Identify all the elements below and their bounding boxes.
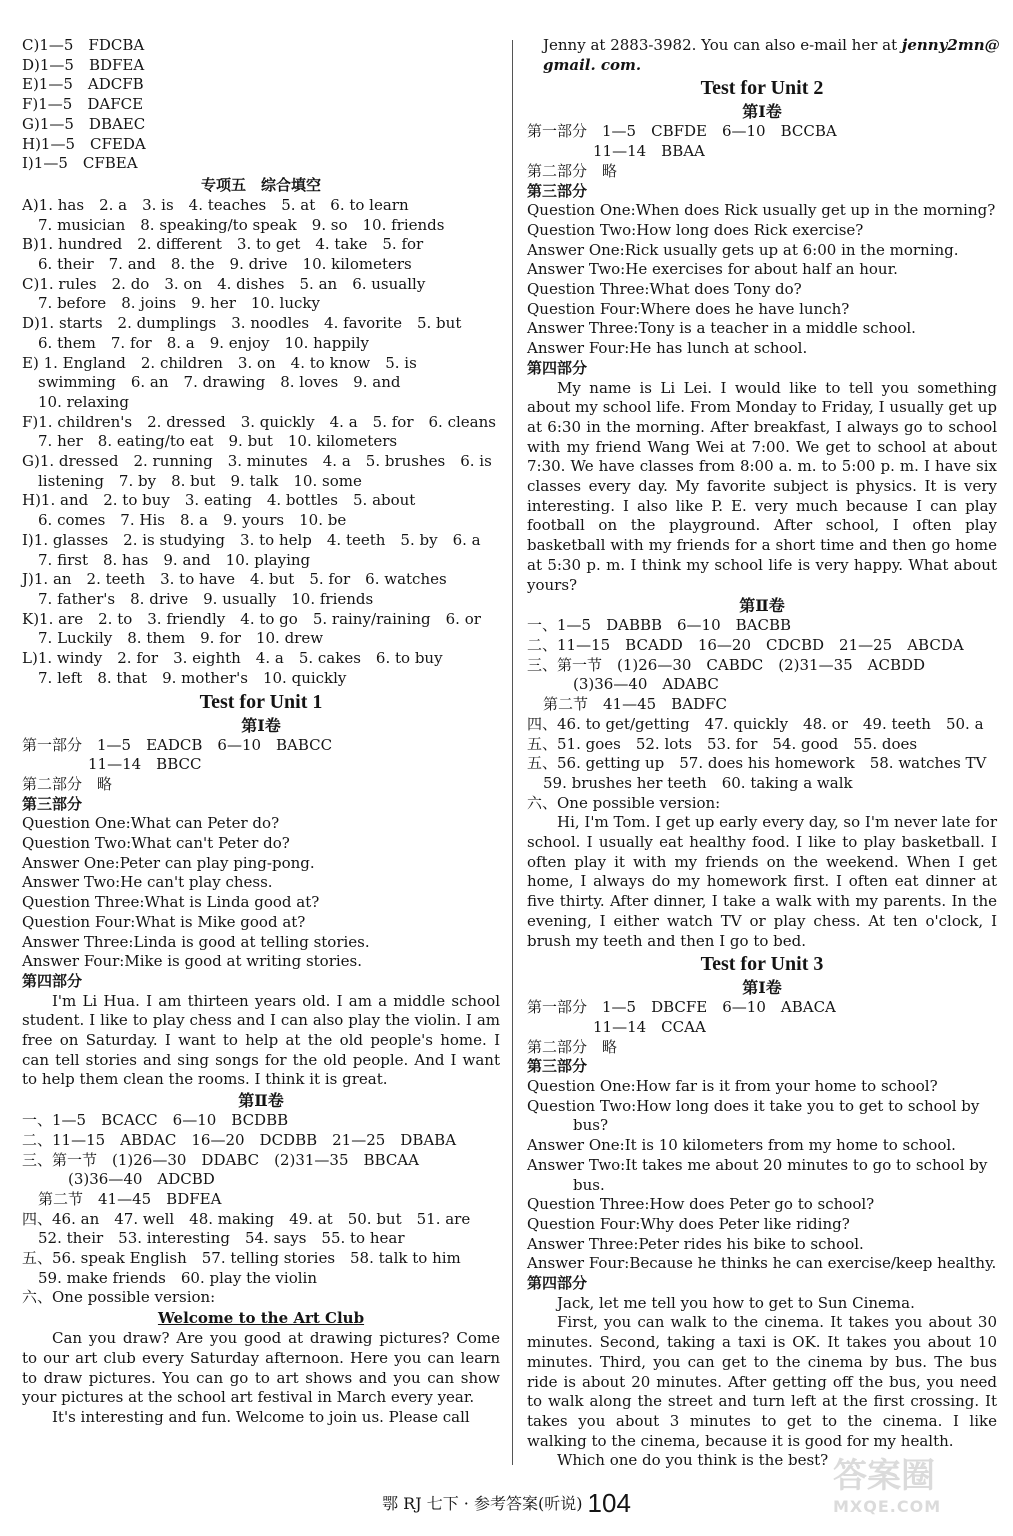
answer-line	[527, 774, 997, 794]
answer-line	[527, 36, 1000, 56]
text: Answer Two:He exercises for about half an hour.	[527, 260, 898, 279]
answer-line	[22, 933, 500, 953]
paragraph	[527, 1313, 997, 1451]
text: 11—14 CCAA	[593, 1017, 706, 1036]
text: L)1. windy 2. for 3. eighth 4. a 5. cakes 6. to buy	[22, 649, 443, 668]
answer-line	[527, 735, 997, 755]
text: 四、46. to get/getting 47. quickly 48. or 49. teeth 50. a	[527, 714, 984, 733]
paragraph	[527, 813, 997, 951]
paragraph	[527, 379, 997, 596]
subsection-heading	[527, 1057, 997, 1077]
text: 7. her 8. eating/to eat 9. but 10. kilometers	[38, 432, 398, 451]
text: 三、第一节 (1)26—30 DDABC (2)31—35 BBCAA	[22, 1150, 419, 1169]
text: C)1—5 FDCBA	[22, 36, 145, 54]
answer-line	[22, 196, 500, 216]
answer-line	[22, 755, 500, 775]
text: Answer Four:Because he thinks he can exercise/keep healthy.	[527, 1254, 997, 1273]
text: D)1. starts 2. dumplings 3. noodles 4. favorite 5. but	[22, 314, 462, 333]
answer-line	[527, 122, 997, 142]
answer-line	[22, 334, 500, 354]
answer-line	[22, 472, 500, 492]
text: H)1. and 2. to buy 3. eating 4. bottles 5. about	[22, 491, 416, 510]
text: 7. before 8. joins 9. her 10. lucky	[38, 294, 320, 313]
answer-line	[22, 1111, 500, 1131]
text: Question Two:How long does it take you to get to school by	[527, 1096, 980, 1115]
answer-line	[22, 893, 500, 913]
answer-line	[22, 75, 500, 95]
text: 二、11—15 ABDAC 16—20 DCDBB 21—25 DBABA	[22, 1130, 457, 1149]
paragraph	[527, 1294, 997, 1314]
subsection-heading	[22, 795, 500, 815]
text: listening 7. by 8. but 9. talk 10. some	[38, 471, 362, 490]
essay-title	[22, 1308, 500, 1329]
text: 6. their 7. and 8. the 9. drive 10. kilometers	[38, 255, 412, 274]
text: 第三部分	[527, 181, 588, 200]
text: 六、One possible version:	[527, 793, 721, 812]
answer-line	[22, 393, 500, 413]
text: 59. brushes her teeth 60. taking a walk	[543, 773, 853, 792]
answer-line	[22, 154, 500, 174]
text: 11—14 BBAA	[593, 142, 705, 161]
answer-line	[22, 491, 500, 511]
answer-line	[527, 142, 997, 162]
text: Answer One:Rick usually gets up at 6:00 in the morning.	[527, 240, 959, 259]
email-address: jenny2mn@	[901, 36, 1000, 54]
part-heading	[527, 977, 997, 998]
text: 第四部分	[22, 971, 83, 990]
text: 六、One possible version:	[22, 1288, 216, 1307]
text: 第三部分	[527, 1057, 588, 1076]
text: 第四部分	[527, 1274, 588, 1293]
answer-line	[527, 260, 997, 280]
text: Answer Four:Mike is good at writing stories.	[22, 952, 363, 971]
text: Jack, let me tell you how to get to Sun Cinema.	[557, 1293, 915, 1312]
answer-line	[22, 590, 500, 610]
answer-line	[527, 241, 997, 261]
answer-line	[22, 255, 500, 275]
answer-line	[527, 715, 997, 735]
answer-line	[22, 629, 500, 649]
watermark-logo	[833, 1448, 1003, 1528]
topic-heading	[22, 174, 500, 196]
text: 第二节 41—45 BDFEA	[38, 1189, 222, 1208]
answer-line	[527, 339, 997, 359]
text: 三、第一节 (1)26—30 CABDC (2)31—35 ACBDD	[527, 655, 926, 674]
text: Question Two:How long does Rick exercise?	[527, 220, 864, 239]
answer-line	[22, 216, 500, 236]
answer-line	[22, 413, 500, 433]
text: Hi, I'm Tom. I get up early every day, so I'm never late for school. I usually eat healthy food. I like to play basketball. I often play it with my friends on the weekend. When I get home, I always do my homework first. I often eat dinner at five thirty. After dinner, I take a walk with my parents. In the evening, I either watch TV or play chess. At ten o'clock, I brush my teeth and then I go to bed.	[527, 813, 997, 950]
answer-line	[527, 1176, 997, 1196]
text: 7. Luckily 8. them 9. for 10. drew	[38, 629, 324, 648]
subsection-heading	[22, 972, 500, 992]
text: 一、1—5 DABBB 6—10 BACBB	[527, 616, 792, 635]
text: Test for Unit 2	[700, 77, 824, 100]
text: Test for Unit 3	[700, 953, 824, 976]
answer-line	[22, 1170, 500, 1190]
section-title	[527, 951, 997, 977]
text: Which one do you think is the best?	[557, 1451, 829, 1470]
answer-line	[22, 1229, 500, 1249]
text: Question Two:What can't Peter do?	[22, 834, 290, 853]
text: 52. their 53. interesting 54. says 55. to hear	[38, 1229, 405, 1248]
part-heading	[527, 595, 997, 616]
left-column	[22, 36, 500, 1428]
text: First, you can walk to the cinema. It takes you about 30 minutes. Second, taking a taxi is OK. It takes you about 10 minutes. Third, you can get to the cinema by bus. The bus ride is about 20 minutes. After getting off the bus, you need to walk along the street and turn left at the first crossing. It takes you about 3 minutes to get to the cinema. I like walking to the cinema, because it is good for my health.	[527, 1313, 997, 1450]
text: B)1. hundred 2. different 3. to get 4. take 5. for	[22, 235, 424, 254]
text: bus?	[573, 1116, 609, 1135]
text: Answer Three:Tony is a teacher in a middle school.	[527, 319, 916, 338]
text: 第一部分 1—5 DBCFE 6—10 ABACA	[527, 998, 836, 1017]
text: Question Three:How does Peter go to school?	[527, 1195, 875, 1214]
answer-line	[22, 511, 500, 531]
text: (3)36—40 ADABC	[543, 675, 719, 694]
watermark-title: 答案圈	[833, 1456, 935, 1496]
answer-line	[527, 1235, 997, 1255]
text: Test for Unit 1	[199, 690, 323, 713]
column-divider	[512, 40, 513, 1465]
answer-line	[527, 1156, 997, 1176]
part-heading	[22, 715, 500, 736]
answer-line	[22, 452, 500, 472]
answer-line	[22, 736, 500, 756]
answer-line	[527, 1097, 997, 1117]
text: 第一部分 1—5 EADCB 6—10 BABCC	[22, 735, 333, 754]
text: Question Three:What does Tony do?	[527, 280, 802, 299]
answer-line	[22, 649, 500, 669]
answer-line	[527, 1254, 997, 1274]
text: Welcome to the Art Club	[157, 1309, 365, 1328]
text: 7. musician 8. speaking/to speak 9. so 10. friends	[38, 215, 445, 234]
text: 专项五 综合填空	[200, 175, 321, 194]
answer-line	[22, 1190, 500, 1210]
text: 7. father's 8. drive 9. usually 10. friends	[38, 589, 374, 608]
text: G)1—5 DBAEC	[22, 114, 146, 133]
text: Question One:When does Rick usually get up in the morning?	[527, 201, 996, 220]
text: 四、46. an 47. well 48. making 49. at 50. but 51. are	[22, 1209, 471, 1228]
answer-line	[22, 354, 500, 374]
answer-line	[22, 135, 500, 155]
text: 第Ⅱ卷	[238, 1091, 284, 1111]
text: 第二部分 略	[527, 1037, 618, 1056]
answer-line	[22, 432, 500, 452]
text: 59. make friends 60. play the violin	[38, 1268, 317, 1287]
paragraph	[22, 1408, 500, 1428]
answer-line	[527, 319, 997, 339]
text: Question Three:What is Linda good at?	[22, 893, 320, 912]
text: 五、56. getting up 57. does his homework 58. watches TV	[527, 754, 987, 773]
text: Question One:What can Peter do?	[22, 814, 280, 833]
answer-line	[527, 280, 997, 300]
text: 第Ⅰ卷	[742, 978, 782, 998]
text: I)1. glasses 2. is studying 3. to help 4. teeth 5. by 6. a	[22, 530, 481, 549]
answer-line	[22, 952, 500, 972]
answer-line	[527, 1038, 997, 1058]
answer-line	[527, 998, 997, 1018]
answer-line	[527, 1195, 997, 1215]
answer-line	[22, 1288, 500, 1308]
answer-line	[527, 675, 997, 695]
answer-line	[527, 695, 997, 715]
subsection-heading	[527, 1274, 997, 1294]
answer-line	[22, 373, 500, 393]
answer-line	[22, 314, 500, 334]
watermark-url: MXQE.COM	[833, 1497, 942, 1516]
answer-line	[22, 775, 500, 795]
text: 10. relaxing	[38, 392, 129, 411]
text: 二、11—15 BCADD 16—20 CDCBD 21—25 ABCDA	[527, 635, 964, 654]
text: I'm Li Hua. I am thirteen years old. I am a middle school student. I like to play chess and I can also play the violin. I am free on Saturday. I want to help at the old people's home. I can tell stories and sing songs for the old people. And I want to help them clean the rooms. I think it is great.	[22, 991, 500, 1089]
text: 第二节 41—45 BADFC	[543, 695, 727, 714]
answer-line	[22, 873, 500, 893]
text: 11—14 BBCC	[88, 755, 202, 774]
text: 第一部分 1—5 CBFDE 6—10 BCCBA	[527, 122, 837, 141]
text: H)1—5 CFEDA	[22, 134, 146, 153]
answer-line	[527, 794, 997, 814]
text: Answer Two:He can't play chess.	[22, 873, 273, 892]
answer-line	[527, 162, 997, 182]
answer-line	[527, 201, 997, 221]
answer-line	[22, 1269, 500, 1289]
answer-line	[527, 636, 997, 656]
text: F)1. children's 2. dressed 3. quickly 4. a 5. for 6. cleans	[22, 412, 496, 431]
answer-line	[22, 834, 500, 854]
text: A)1. has 2. a 3. is 4. teaches 5. at 6. to learn	[22, 195, 409, 214]
answer-line	[527, 1116, 997, 1136]
text: Can you draw? Are you good at drawing pictures? Come to our art club every Saturday afternoon. Here you can learn to draw pictures. You can go to art shows and you can show your pictures at the school art festival in March every year.	[22, 1329, 500, 1407]
answer-line	[22, 531, 500, 551]
text: Question One:How far is it from your home to school?	[527, 1077, 938, 1096]
answer-line	[527, 616, 997, 636]
text: 第二部分 略	[527, 161, 618, 180]
answer-line	[22, 913, 500, 933]
subsection-heading	[527, 359, 997, 379]
text: Answer Four:He has lunch at school.	[527, 339, 808, 358]
text: bus.	[573, 1175, 605, 1194]
part-heading	[527, 101, 997, 122]
text: Answer Two:It takes me about 20 minutes to go to school by	[527, 1155, 988, 1174]
text: 第Ⅰ卷	[742, 102, 782, 122]
text: K)1. are 2. to 3. friendly 4. to go 5. rainy/raining 6. or	[22, 609, 481, 628]
answer-line	[22, 294, 500, 314]
right-column	[527, 36, 1000, 1471]
answer-line	[22, 1249, 500, 1269]
answer-line	[527, 300, 997, 320]
text: (3)36—40 ADCBD	[38, 1170, 215, 1189]
text: 6. them 7. for 8. a 9. enjoy 10. happily	[38, 333, 369, 352]
text: Answer One:It is 10 kilometers from my home to school.	[527, 1136, 956, 1155]
answer-line	[527, 1136, 997, 1156]
answer-line	[22, 275, 500, 295]
subsection-heading	[527, 182, 997, 202]
paragraph	[22, 1329, 500, 1408]
footer-label: 鄂 RJ 七下 · 参考答案(听说)	[382, 1494, 583, 1513]
answer-line	[22, 36, 500, 56]
answer-line	[527, 656, 997, 676]
answer-line	[527, 221, 997, 241]
text: 第Ⅰ卷	[241, 715, 281, 735]
text: 五、51. goes 52. lots 53. for 54. good 55. does	[527, 734, 918, 753]
text: Answer Three:Peter rides his bike to school.	[527, 1234, 864, 1253]
text: Question Four:Where does he have lunch?	[527, 299, 850, 318]
answer-line	[22, 235, 500, 255]
answer-line	[22, 1131, 500, 1151]
text: Answer One:Peter can play ping-pong.	[22, 853, 315, 872]
text: 一、1—5 BCACC 6—10 BCDBB	[22, 1111, 289, 1130]
text: G)1. dressed 2. running 3. minutes 4. a 5. brushes 6. is	[22, 452, 492, 471]
answer-line	[22, 95, 500, 115]
answer-line	[22, 1151, 500, 1171]
part-heading	[22, 1090, 500, 1111]
text: Question Four:Why does Peter like riding?	[527, 1214, 850, 1233]
section-title	[527, 75, 997, 101]
answer-line	[527, 1077, 997, 1097]
answer-line	[22, 814, 500, 834]
paragraph	[22, 992, 500, 1091]
text: 6. comes 7. His 8. a 9. yours 10. be	[38, 511, 347, 530]
text: 第Ⅱ卷	[739, 596, 785, 616]
answer-line	[22, 570, 500, 590]
text: Jenny at 2883-3982. You can also e-mail her at	[543, 36, 898, 54]
answer-line	[22, 551, 500, 571]
text: 五、56. speak English 57. telling stories 58. talk to him	[22, 1249, 461, 1268]
text: My name is Li Lei. I would like to tell you something about my school life. From Monday to Friday, I usually get up at 6:30 in the morning. After breakfast, I always go to school with my friend Wang Wei at 7:00. We get to school at about 7:30. We have classes from 8:00 a. m. to 5:00 p. m. I have six classes every day. My favorite subject is physics. It is very interesting. I also like P. E. very much because I can play football on the playground. After school, I often play basketball with my friends for a short time and then go home at 5:30 p. m. I think my school life is very happy. What about yours?	[527, 378, 997, 594]
text: Question Four:What is Mike good at?	[22, 912, 306, 931]
text: E) 1. England 2. children 3. on 4. to know 5. is	[22, 353, 417, 372]
email-address: gmail. com.	[543, 55, 642, 74]
answer-line	[22, 1210, 500, 1230]
text: 7. left 8. that 9. mother's 10. quickly	[38, 668, 347, 687]
answer-line	[22, 115, 500, 135]
text: 第三部分	[22, 794, 83, 813]
answer-line	[22, 610, 500, 630]
answer-line	[527, 754, 997, 774]
text: It's interesting and fun. Welcome to join us. Please call	[52, 1408, 470, 1426]
text: D)1—5 BDFEA	[22, 55, 145, 74]
answer-line	[22, 854, 500, 874]
text: J)1. an 2. teeth 3. to have 4. but 5. for 6. watches	[22, 570, 447, 589]
answer-line	[22, 669, 500, 689]
text: 7. first 8. has 9. and 10. playing	[38, 550, 311, 569]
text: 第二部分 略	[22, 774, 113, 793]
text: swimming 6. an 7. drawing 8. loves 9. and	[38, 373, 401, 392]
text: F)1—5 DAFCE	[22, 95, 144, 114]
answer-line	[527, 1018, 997, 1038]
text: Answer Three:Linda is good at telling stories.	[22, 932, 370, 951]
answer-line	[22, 56, 500, 76]
text: E)1—5 ADCFB	[22, 75, 144, 94]
answer-line	[527, 1215, 997, 1235]
page-number: 104	[587, 1488, 631, 1518]
section-title	[22, 689, 500, 715]
text: 第四部分	[527, 358, 588, 377]
answer-line	[527, 56, 997, 76]
text: I)1—5 CFBEA	[22, 154, 138, 173]
text: C)1. rules 2. do 3. on 4. dishes 5. an 6. usually	[22, 274, 426, 293]
